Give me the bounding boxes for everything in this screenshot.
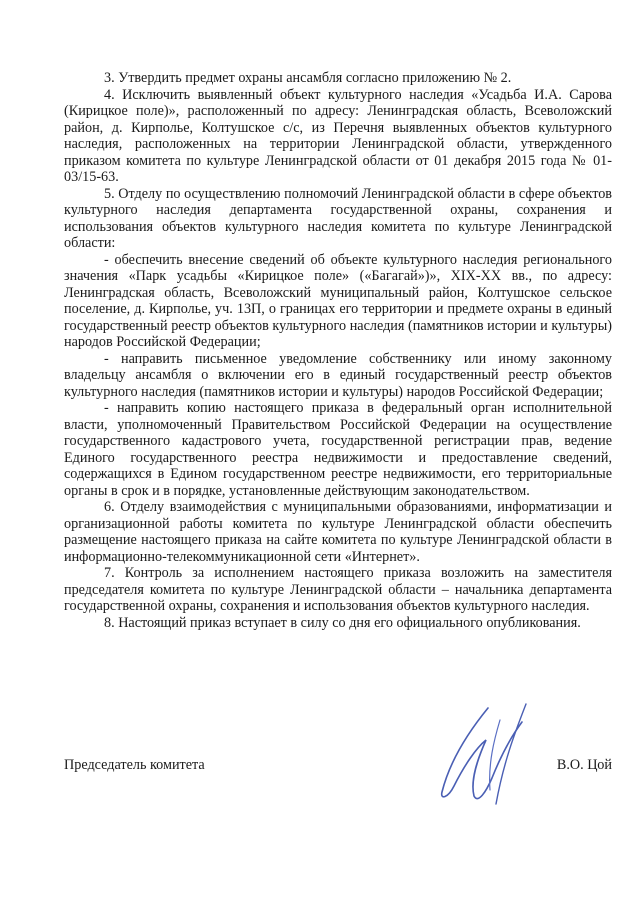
paragraph-7: 7. Контроль за исполнением настоящего приказа возложить на заместителя председателя комитета по культуре Ленинградской области – начальника департамента государственной охраны, сохранения и использования объектов культурного наследия.	[64, 565, 612, 614]
signatory-name: В.О. Цой	[556, 757, 612, 773]
paragraph-5: 5. Отделу по осуществлению полномочий Ленинградской области в сфере объектов культурного наследия департамента государственной охраны, сохранения и использования объектов культурного наследия комитета по культуре Ленинградской области:	[64, 185, 612, 251]
order-body	[64, 70, 612, 631]
bullet-owner-notice: - направить письменное уведомление собственнику или иному законному владельцу ансамбля о включении его в единый государственный реестр объектов культурного наследия (памятников истории и культуры) народов Российской Федерации;	[64, 350, 612, 400]
paragraph-3: 3. Утвердить предмет охраны ансамбля согласно приложению № 2.	[104, 70, 512, 86]
handwritten-signature	[430, 700, 540, 810]
bullet-copy-to-cadastre: - направить копию настоящего приказа в федеральный орган исполнительной власти, уполномоченный Правительством Российской Федерации на осуществление государственного кадастрового учета, государственной регистрации прав, ведение Единого государственного реестра недвижимости и предоставление сведений, содержащихся в Едином государственном реестре недвижимости, его территориальные органы в срок и в порядке, установленные действующим законодательством.	[64, 400, 612, 499]
signatory-position: Председатель комитета	[64, 757, 205, 773]
paragraph-8: 8. Настоящий приказ вступает в силу со дня его официального опубликования.	[104, 614, 581, 631]
signature-block	[64, 757, 612, 777]
paragraph-4: 4. Исключить выявленный объект культурного наследия «Усадьба И.А. Сарова (Кирицкое поле)», расположенный по адресу: Ленинградская область, Всеволожский район, д. Кирполье, Колтушское с/с, из Перечня выявленных объектов культурного наследия, расположенных на территории Ленинградской области, утвержденного приказом комитета по культуре Ленинградской области от 01 декабря 2015 года № 01-03/15-63.	[64, 86, 612, 185]
bullet-register-entry: - обеспечить внесение сведений об объекте культурного наследия регионального значения «Парк усадьбы «Кирицкое поле» («Багагай»)», XIX-XX вв., по адресу: Ленинградская область, Всеволожский муниципальный район, Колтушское сельское поселение, д. Кирполье, уч. 13П, о границах его территории и предмете охраны в единый государственный реестр объектов культурного наследия (памятников истории и культуры) народов Российской Федерации;	[64, 251, 612, 350]
paragraph-6: 6. Отделу взаимодействия с муниципальными образованиями, информатизации и организационной работы комитета по культуре Ленинградской области обеспечить размещение настоящего приказа на сайте комитета по культуре Ленинградской области в информационно-телекоммуникационной сети «Интернет».	[64, 499, 612, 565]
